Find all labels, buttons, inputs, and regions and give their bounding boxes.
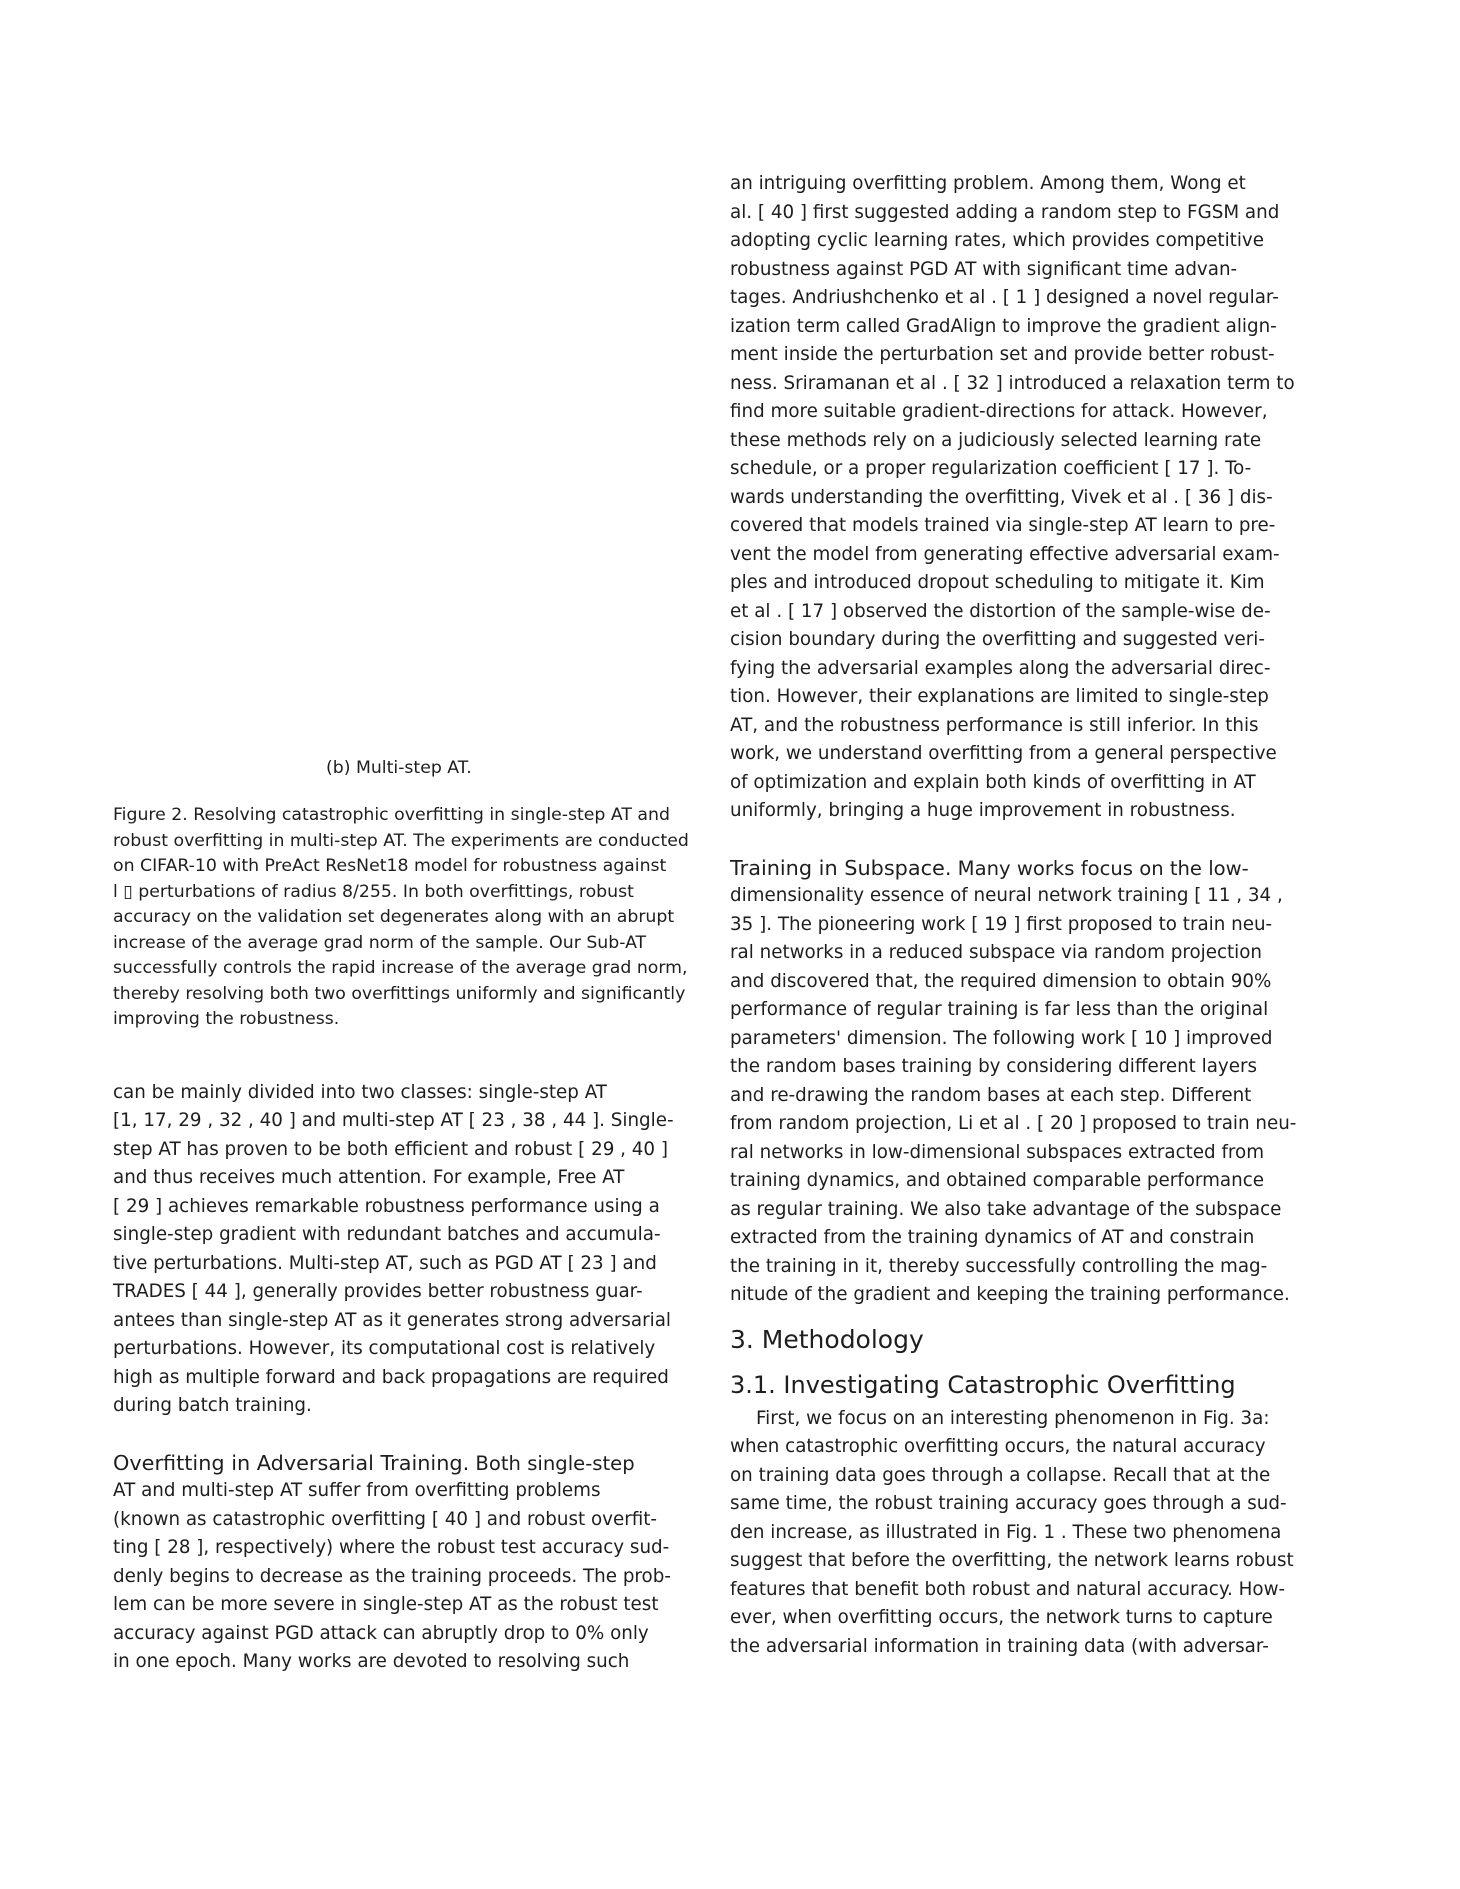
text-line: First, we focus on an interesting phenomenon in Fig. 3a: <box>756 1407 1270 1429</box>
text-line: et al . [ 17 ] observed the distortion of the sample-wise de- <box>730 600 1271 622</box>
text-line: the random bases training by considering different layers <box>730 1056 1258 1077</box>
text-line: when catastrophic overfitting occurs, the natural accuracy <box>730 1436 1266 1457</box>
text-line: Figure 2. Resolving catastrophic overfitting in single-step AT and <box>113 805 670 825</box>
text-line: and discovered that, the required dimension to obtain 90% <box>730 970 1272 992</box>
right-paragraph-2 <box>730 854 1305 1310</box>
text-line: parameters' dimension. The following work [ 10 ] improved <box>730 1027 1273 1049</box>
text-line: den increase, as illustrated in Fig. 1 . These two phenomena <box>730 1521 1282 1543</box>
text-line: training dynamics, and obtained comparable performance <box>730 1170 1265 1191</box>
text-line: nitude of the gradient and keeping the training performance. <box>730 1284 1290 1305</box>
text-line: ting [ 28 ], respectively) where the robust test accuracy sud- <box>113 1537 670 1558</box>
figure-caption <box>113 803 689 1033</box>
text-line: antees than single-step AT as it generates strong adversarial <box>113 1309 672 1331</box>
text-line: high as multiple forward and back propagations are required <box>113 1366 669 1388</box>
text-line: al. [ 40 ] first suggested adding a random step to FGSM and <box>730 201 1280 223</box>
text-line: as regular training. We also take advantage of the subspace <box>730 1198 1282 1220</box>
text-line: cision boundary during the overfitting and suggested veri- <box>730 629 1265 650</box>
figure-2-image-area <box>113 110 686 750</box>
text-line: tages. Andriushchenko et al . [ 1 ] designed a novel regular- <box>730 287 1279 308</box>
text-line: of optimization and explain both kinds of overfitting in AT <box>730 771 1256 793</box>
left-paragraph-2 <box>113 1449 686 1677</box>
text-line: AT, and the robustness performance is still inferior. In this <box>730 714 1259 736</box>
text-line: lem can be more severe in single-step AT as the robust test <box>113 1594 659 1615</box>
text-line: and thus receives much attention. For example, Free AT <box>113 1167 625 1188</box>
text-line: schedule, or a proper regularization coefficient [ 17 ]. To- <box>730 458 1252 479</box>
text-line: ment inside the perturbation set and provide better robust- <box>730 344 1275 365</box>
text-line: during batch training. <box>113 1395 312 1416</box>
text-line: ization term called GradAlign to improve the gradient align- <box>730 315 1277 337</box>
text-line: accuracy against PGD attack can abruptly drop to 0% only <box>113 1622 649 1644</box>
text-line: can be mainly divided into two classes: single-step AT <box>113 1081 607 1103</box>
text-line: AT and multi-step AT suffer from overfitting problems <box>113 1480 601 1501</box>
left-column <box>113 803 689 1677</box>
right-column <box>730 170 1305 1661</box>
text-line: step AT has proven to be both efficient and robust [ 29 , 40 ] <box>113 1138 668 1160</box>
text-line: ral networks in a reduced subspace via random projection <box>730 942 1263 963</box>
text-line: ral networks in low-dimensional subspaces extracted from <box>730 1141 1265 1163</box>
right-paragraph-1 <box>730 170 1305 826</box>
text-line: robust overfitting in multi-step AT. The experiments are conducted <box>113 830 689 851</box>
text-line: the adversarial information in training data (with adversar- <box>730 1635 1269 1657</box>
text-line: increase of the average grad norm of the sample. Our Sub-AT <box>113 932 647 953</box>
text-line: uniformly, bringing a huge improvement in robustness. <box>730 800 1236 821</box>
text-line: extracted from the training dynamics of AT and constrain <box>730 1227 1255 1248</box>
text-line: from random projection, Li et al . [ 20 ] proposed to train neu- <box>730 1113 1297 1134</box>
text-line: (known as catastrophic overfitting [ 40 ] and robust overfit- <box>113 1508 658 1530</box>
text-line: wards understanding the overfitting, Vivek et al . [ 36 ] dis- <box>730 486 1273 508</box>
text-line: robustness against PGD AT with significant time advan- <box>730 258 1238 280</box>
text-line: ness. Sriramanan et al . [ 32 ] introduced a relaxation term to <box>730 372 1295 394</box>
text-line: perturbations. However, its computational cost is relatively <box>113 1338 656 1359</box>
text-line: find more suitable gradient-directions for attack. However, <box>730 401 1268 422</box>
text-line: ever, when overfitting occurs, the network turns to capture <box>730 1607 1273 1628</box>
text-line: ples and introduced dropout scheduling to mitigate it. Kim <box>730 572 1265 593</box>
text-line: in one epoch. Many works are devoted to resolving such <box>113 1651 630 1672</box>
text-line: these methods rely on a judiciously selected learning rate <box>730 429 1262 451</box>
text-line: [1, 17, 29 , 32 , 40 ] and multi-step AT [ 23 , 38 , 44 ]. Single- <box>113 1110 674 1131</box>
text-line: and re-drawing the random bases at each step. Different <box>730 1084 1252 1106</box>
text-line: on training data goes through a collapse. Recall that at the <box>730 1464 1271 1486</box>
text-line: dimensionality essence of neural network training [ 11 , 34 , <box>730 885 1283 906</box>
text-line: an intriguing overfitting problem. Among them, Wong et <box>730 173 1246 194</box>
text-line: performance of regular training is far less than the original <box>730 999 1269 1020</box>
text-line: accuracy on the validation set degenerates along with an abrupt <box>113 907 675 927</box>
text-line: adopting cyclic learning rates, which provides competitive <box>730 230 1264 251</box>
text-line: thereby resolving both two overfittings uniformly and significantly <box>113 983 686 1004</box>
text-line: improving the robustness. <box>113 1009 340 1029</box>
paragraph-heading: Training in Subspace. <box>730 855 952 880</box>
text-line: suggest that before the overfitting, the network learns robust <box>730 1550 1294 1571</box>
figure-subcaption: (b) Multi-step AT. <box>326 758 472 778</box>
text-line: successfully controls the rapid increase of the average grad norm, <box>113 958 688 978</box>
text-line: features that benefit both robust and natural accuracy. How- <box>730 1578 1286 1600</box>
text-line: denly begins to decrease as the training proceeds. The prob- <box>113 1565 671 1587</box>
paragraph-heading: Overfitting in Adversarial Training. <box>113 1450 470 1475</box>
text-line: on CIFAR-10 with PreAct ResNet18 model for robustness against <box>113 856 667 876</box>
text-line: [ 29 ] achieves remarkable robustness performance using a <box>113 1195 660 1217</box>
left-paragraph-1 <box>113 1079 686 1421</box>
subsection-heading: 3.1. Investigating Catastrophic Overfitting <box>730 1370 1236 1399</box>
text-line: same time, the robust training accuracy goes through a sud- <box>730 1493 1287 1514</box>
text-line: tive perturbations. Multi-step AT, such as PGD AT [ 23 ] and <box>113 1252 657 1274</box>
section-heading: 3. Methodology <box>730 1324 924 1354</box>
paragraph-first-line: Training in Subspace. Many works focus on the low- <box>730 855 1249 880</box>
text-line: tion. However, their explanations are limited to single-step <box>730 686 1269 707</box>
text-line: vent the model from generating effective adversarial exam- <box>730 543 1280 565</box>
right-paragraph-3 <box>730 1405 1305 1662</box>
text-line: work, we understand overfitting from a general perspective <box>730 743 1277 764</box>
text-line: TRADES [ 44 ], generally provides better robustness guar- <box>113 1281 643 1302</box>
text-line: fying the adversarial examples along the adversarial direc- <box>730 657 1271 679</box>
paragraph-first-line: Overfitting in Adversarial Training. Both single-step <box>113 1450 635 1475</box>
text-line: 35 ]. The pioneering work [ 19 ] first proposed to train neu- <box>730 913 1273 935</box>
text-line: covered that models trained via single-step AT learn to pre- <box>730 515 1276 536</box>
text-line: the training in it, thereby successfully controlling the mag- <box>730 1255 1268 1277</box>
text-line: single-step gradient with redundant batches and accumula- <box>113 1224 661 1245</box>
text-line: l ▯ perturbations of radius 8/255. In both overfittings, robust <box>113 881 634 902</box>
